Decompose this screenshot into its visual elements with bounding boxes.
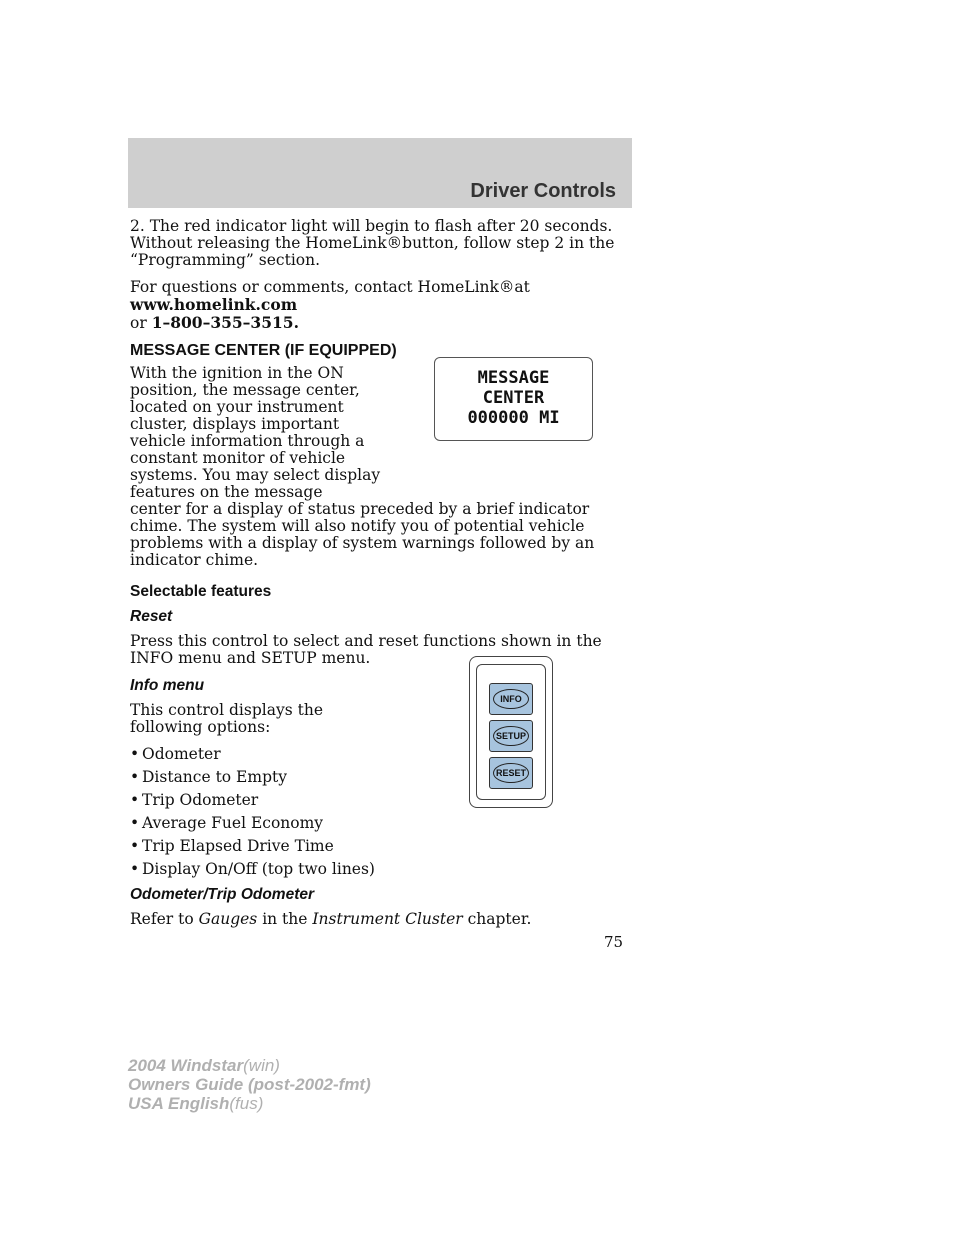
list-item: • Distance to Empty: [130, 768, 287, 786]
page-number: 75: [604, 933, 624, 951]
header-band: [128, 138, 632, 208]
footer-model-code: (win): [243, 1056, 280, 1075]
footer: [128, 1056, 371, 1113]
list-item: • Trip Odometer: [130, 791, 259, 809]
footer-model: 2004 Windstar: [128, 1056, 244, 1075]
footer-guide: Owners Guide (post-2002-fmt): [128, 1075, 371, 1094]
display-line-2: CENTER: [482, 388, 545, 408]
info-options-list: [130, 746, 630, 878]
homelink-phone: 1–800–355–3515.: [151, 313, 299, 332]
page-content: [130, 218, 630, 938]
footer-language-code: (fus): [229, 1094, 264, 1113]
homelink-website-link[interactable]: www.homelink.com: [130, 295, 298, 314]
step-2-paragraph: 2. The red indicator light will begin to flash after 20 seconds. Without releasing the HomeLink®button, follow step 2 in the “Programming” section.: [130, 217, 615, 269]
setup-button-label: SETUP: [493, 726, 529, 746]
odometer-heading: Odometer/Trip Odometer: [130, 886, 315, 903]
info-button: [489, 683, 533, 715]
refer-paragraph: Refer to Gauges in the Instrument Cluster chapter.: [130, 910, 532, 928]
message-center-intro: With the ignition in the ON position, the message center, located on your instrument cluster, displays important vehicle information through a constant monitor of vehicle systems. You may select display features on the message: [130, 364, 381, 501]
setup-button: [489, 720, 533, 752]
gauges-reference: Gauges: [198, 910, 258, 928]
list-item: • Odometer: [130, 745, 221, 763]
message-center-heading: MESSAGE CENTER (IF EQUIPPED): [130, 342, 397, 359]
info-menu-heading: Info menu: [130, 677, 205, 694]
selectable-features-heading: Selectable features: [130, 583, 272, 600]
display-line-3: 000000 MI: [467, 408, 560, 428]
reset-paragraph: Press this control to select and reset functions shown in the INFO menu and SETUP menu.: [130, 632, 602, 667]
list-item: • Trip Elapsed Drive Time: [130, 837, 334, 855]
reset-heading: Reset: [130, 608, 173, 625]
contact-paragraph: [130, 279, 630, 332]
info-button-label: INFO: [493, 689, 529, 709]
message-center-display-illustration: [434, 357, 593, 441]
list-item: • Average Fuel Economy: [130, 814, 324, 832]
or-text: or: [130, 314, 147, 332]
message-center-body: center for a display of status preceded by a brief indicator chime. The system will also notify you of potential vehicle problems with a display of system warnings followed by an indicator chime.: [130, 500, 595, 569]
reset-button-label: RESET: [493, 763, 529, 783]
section-title: Driver Controls: [470, 180, 616, 202]
footer-language: USA English: [128, 1094, 230, 1113]
instrument-cluster-reference: Instrument Cluster: [312, 910, 463, 928]
reset-button: [489, 757, 533, 789]
list-item: • Display On/Off (top two lines): [130, 860, 375, 878]
info-menu-intro: This control displays the following options:: [130, 701, 323, 736]
display-line-1: MESSAGE: [477, 368, 550, 388]
contact-text: For questions or comments, contact HomeLink®at: [130, 278, 530, 296]
